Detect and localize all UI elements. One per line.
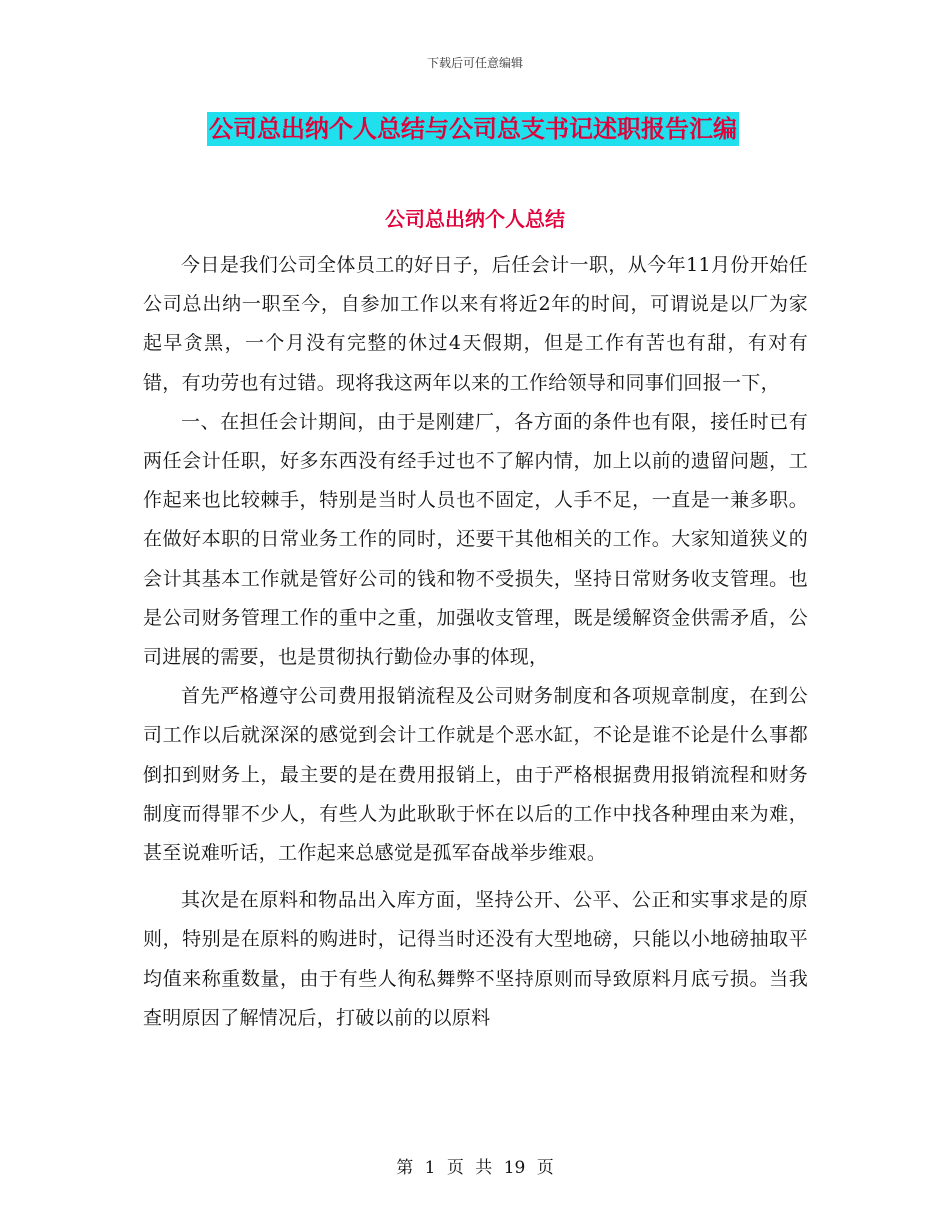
- header-note: 下载后可任意编辑: [426, 56, 523, 70]
- page-footer: 第 1 页 共 19 页: [396, 1158, 554, 1178]
- paragraph-1: 今日是我们公司全体员工的好日子，后任会计一职，从今年11月份开始任公司总出纳一职至今，自参加工作以来有将近2年的时间，可谓说是以厂为家起早贪黑，一个月没有完整的休过4天假期，但是工作有苦也有甜，有对有错，有功劳也有过错。现将我这两年以来的工作给领导和同事们回报一下，: [143, 254, 808, 394]
- section-title: 公司总出纳个人总结: [385, 207, 565, 231]
- paragraph-4: 其次是在原料和物品出入库方面，坚持公开、公平、公正和实事求是的原则，特别是在原料的购进时，记得当时还没有大型地磅，只能以小地磅抽取平均值来称重数量，由于有些人徇私舞弊不坚持原则而导致原料月底亏损。当我查明原因了解情况后，打破以前的以原料: [143, 889, 808, 1029]
- body-text: [143, 246, 808, 1038]
- document-title: 公司总出纳个人总结与公司总支书记述职报告汇编: [207, 112, 739, 146]
- paragraph-3: 首先严格遵守公司费用报销流程及公司财务制度和各项规章制度，在到公司工作以后就深深的感觉到会计工作就是个恶水缸，不论是谁不论是什么事都倒扣到财务上，最主要的是在费用报销上，由于严格根据费用报销流程和财务制度而得罪不少人，有些人为此耿耿于怀在以后的工作中找各种理由来为难，甚至说难听话，工作起来总感觉是孤军奋战举步维艰。: [143, 685, 808, 865]
- paragraph-2: 一、在担任会计期间，由于是刚建厂，各方面的条件也有限，接任时已有两任会计任职，好多东西没有经手过也不了解内情，加上以前的遗留问题，工作起来也比较棘手，特别是当时人员也不固定，人手不足，一直是一兼多职。在做好本职的日常业务工作的同时，还要干其他相关的工作。大家知道狭义的会计其基本工作就是管好公司的钱和物不受损失，坚持日常财务收支管理。也是公司财务管理工作的重中之重，加强收支管理，既是缓解资金供需矛盾，公司进展的需要，也是贯彻执行勤俭办事的体现，: [143, 410, 808, 669]
